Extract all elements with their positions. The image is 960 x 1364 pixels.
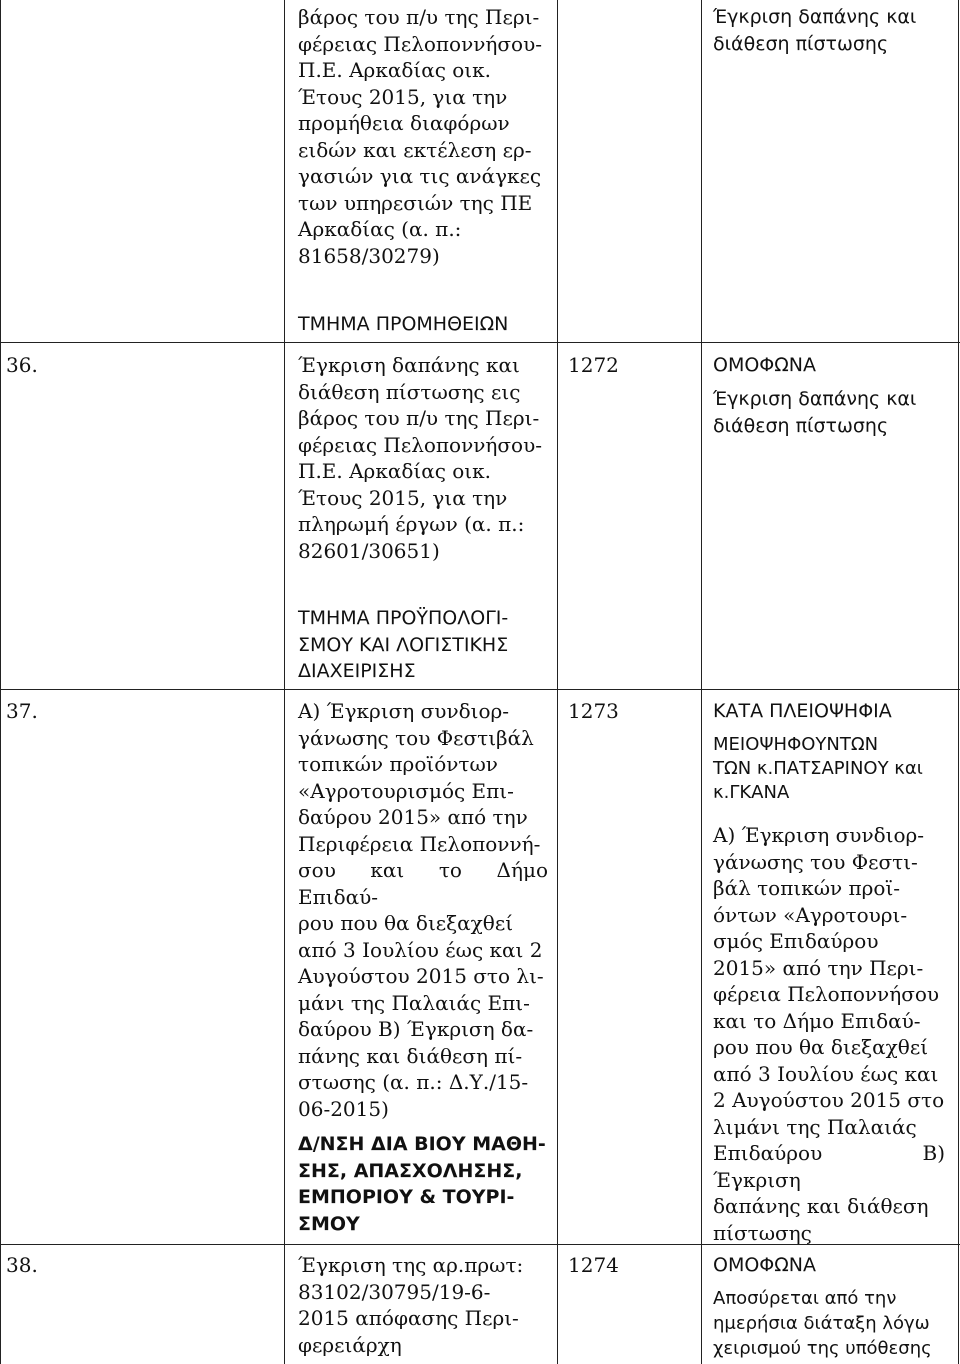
subject-cell: Α) Έγκριση συνδιορ- γάνωσης του Φεστιβάλ τοπικών προϊόντων «Αγροτουρισμός Επι- δαύρου 2015» από την Περιφέρεια Πελοποννή- σου και το Δήμο Επιδαύ- ρου που θα διεξαχθεί από 3 Ιουλίου έως και 2 Αυγούστου 2015 στο λι- μάνι της Παλαιάς Επι- δαύρου Β) Έγκριση δα- πάνης και διάθεση πί- στωσης (α. π.: Δ.Υ./15- 06-2015) (298, 699, 548, 1121)
item-number: 36. (6, 353, 38, 377)
decision-text-cell: Α) Έγκριση συνδιορ- γάνωσης του Φεστι- βάλ τοπικών προϊ- όντων «Αγροτουρι- σμός Επιδαύρου 2015» από την Περι- φέρεια Πελοποννήσου και το Δήμο Επιδαύ- ρου που θα διεξαχθεί από 3 Ιουλίου έως και 2 Αυγούστου 2015 στο λιμάνι της Παλαιάς Επιδαύρου Β) Έγκριση δαπάνης και διάθεση πίστωσης (713, 823, 945, 1245)
column-divider-subject-decision-no (557, 0, 558, 1364)
item-number: 38. (6, 1253, 38, 1277)
decision-number: 1273 (568, 699, 619, 723)
minority-note: ΜΕΙΟΨΗΦΟΥΝΤΩΝ ΤΩΝ κ.ΠΑΤΣΑΡΙΝΟΥ και κ.ΓΚΑΝΑ (713, 734, 923, 803)
subject-cell: Έγκριση της αρ.πρωτ: 83102/30795/19-6- 2015 απόφασης Περι- φερειάρχη (298, 1253, 524, 1357)
item-number: 37. (6, 699, 38, 723)
subject-cell: βάρος του π/υ της Περι- φέρειας Πελοποννήσου- Π.Ε. Αρκαδίας οικ. Έτους 2015, για την προμήθεια διαφόρων ειδών και εκτέλεση ερ- γασιών για τις ανάγκες των υπηρεσιών της ΠΕ Αρκαδίας (α. π.: 81658/30279) (298, 5, 543, 268)
table-border-right (958, 0, 959, 1364)
column-divider-decision-no-text (701, 0, 702, 1364)
subject-cell: Έγκριση δαπάνης και διάθεση πίστωσης εις βάρος του π/υ της Περι- φέρειας Πελοποννήσου- Π.Ε. Αρκαδίας οικ. Έτους 2015, για την πληρωμή έργων (α. π.: 82601/30651) (298, 353, 543, 563)
decision-text-cell: Έγκριση δαπάνης και διάθεση πίστωσης (713, 6, 917, 55)
table-border-left (0, 0, 1, 1364)
decision-number: 1274 (568, 1253, 619, 1277)
row-divider (0, 342, 960, 343)
vote-result: ΟΜΟΦΩΝΑ (713, 354, 816, 376)
row-divider (0, 689, 960, 690)
decision-text-cell: Αποσύρεται από την ημερήσια διάταξη λόγω χειρισμού της υπόθεσης (713, 1288, 932, 1359)
department-heading: ΤΜΗΜΑ ΠΡΟΜΗΘΕΙΩΝ (298, 313, 509, 335)
vote-result: ΚΑΤΑ ΠΛΕΙΟΨΗΦΙΑ (713, 700, 892, 722)
department-heading: Δ/ΝΣΗ ΔΙΑ ΒΙΟΥ ΜΑΘΗ- ΣΗΣ, ΑΠΑΣΧΟΛΗΣΗΣ, ΕΜΠΟΡΙΟΥ & ΤΟΥΡΙ- ΣΜΟΥ (298, 1133, 546, 1235)
column-divider-number-subject (284, 0, 285, 1364)
department-heading: ΤΜΗΜΑ ΠΡΟΫΠΟΛΟΓΙ- ΣΜΟΥ ΚΑΙ ΛΟΓΙΣΤΙΚΗΣ ΔΙΑΧΕΙΡΙΣΗΣ (298, 607, 509, 682)
decision-number: 1272 (568, 353, 619, 377)
vote-result: ΟΜΟΦΩΝΑ (713, 1254, 816, 1276)
decision-text-cell: Έγκριση δαπάνης και διάθεση πίστωσης (713, 388, 917, 437)
